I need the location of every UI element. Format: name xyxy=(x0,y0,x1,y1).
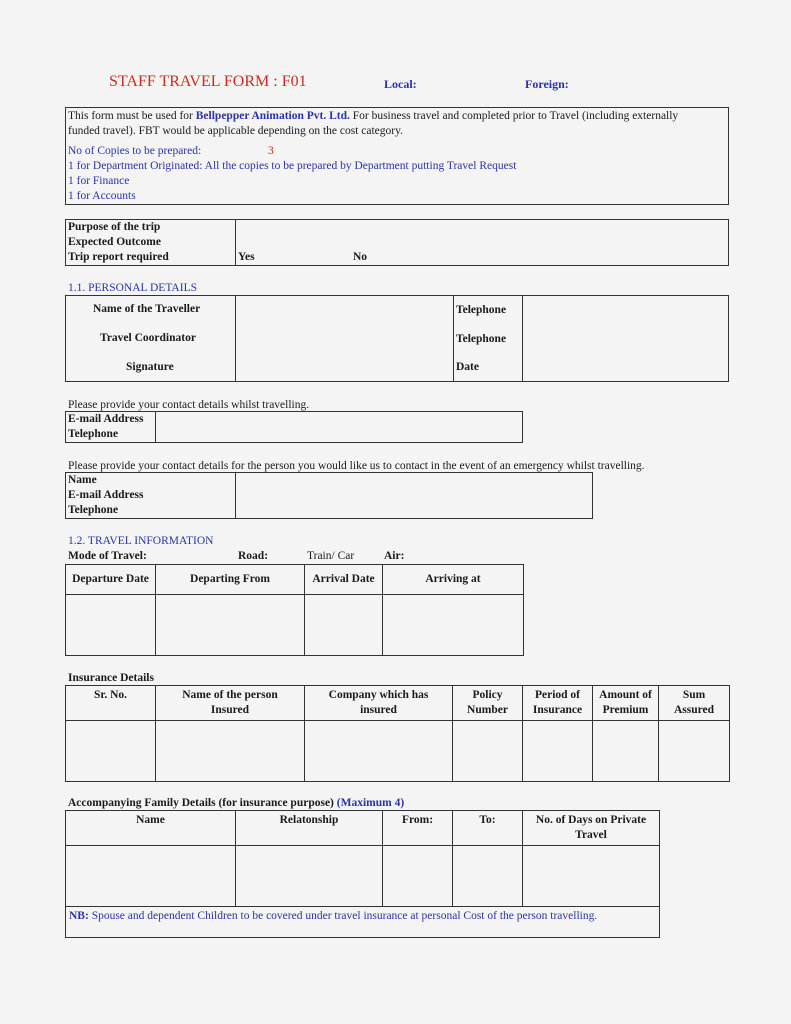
copies-value: 3 xyxy=(268,145,274,157)
family-heading: Accompanying Family Details (for insurance purpose) (Maximum 4) xyxy=(68,797,405,809)
col-amount-premium: Amount of Premium xyxy=(593,686,659,721)
col-from: From: xyxy=(383,811,453,846)
date-field[interactable] xyxy=(524,353,727,380)
copy-line-3: 1 for Accounts xyxy=(68,190,136,202)
family-cell[interactable] xyxy=(523,846,660,907)
insurance-table xyxy=(65,685,730,782)
insurance-heading: Insurance Details xyxy=(68,672,154,684)
travel-heading: 1.2. TRAVEL INFORMATION xyxy=(68,535,214,547)
family-cell[interactable] xyxy=(236,846,383,907)
family-table xyxy=(65,810,660,938)
contact-field[interactable] xyxy=(157,413,521,441)
col-sum-assured: Sum Assured xyxy=(659,686,730,721)
emergency-name-label: Name xyxy=(68,474,97,486)
mode-label: Mode of Travel: xyxy=(68,550,147,562)
col-period-insurance: Period of Insurance xyxy=(523,686,593,721)
traveller-name-label: Name of the Traveller xyxy=(93,303,201,315)
col-company-insured: Company which has insured xyxy=(305,686,453,721)
report-yes[interactable]: Yes xyxy=(238,251,255,263)
coordinator-field[interactable] xyxy=(237,325,451,351)
col-person-insured: Name of the person Insured xyxy=(156,686,305,721)
date-label: Date xyxy=(456,361,479,373)
contact-email-label: E-mail Address xyxy=(68,413,144,425)
copy-line-2: 1 for Finance xyxy=(68,175,130,187)
col-to: To: xyxy=(453,811,523,846)
emergency-email-label: E-mail Address xyxy=(68,489,144,501)
col-private-days: No. of Days on Private Travel xyxy=(523,811,660,846)
col-departure-date: Departure Date xyxy=(66,565,156,595)
col-family-name: Name xyxy=(66,811,236,846)
departing-from-cell[interactable] xyxy=(156,595,305,656)
arrival-date-cell[interactable] xyxy=(305,595,383,656)
report-no[interactable]: No xyxy=(353,251,368,263)
emergency-telephone-label: Telephone xyxy=(68,504,119,516)
telephone-field-1[interactable] xyxy=(524,297,727,323)
col-sr-no: Sr. No. xyxy=(66,686,156,721)
departure-date-cell[interactable] xyxy=(66,595,156,656)
air-label: Air: xyxy=(384,550,405,562)
outcome-label: Expected Outcome xyxy=(68,236,161,248)
form-title: STAFF TRAVEL FORM : F01 xyxy=(109,73,307,90)
road-label: Road: xyxy=(238,550,269,562)
arriving-at-cell[interactable] xyxy=(383,595,524,656)
family-cell[interactable] xyxy=(383,846,453,907)
train-label: Train/ Car xyxy=(307,550,355,562)
copies-label: No of Copies to be prepared: xyxy=(68,145,202,157)
company-name: Bellpepper Animation Pvt. Ltd. xyxy=(195,110,350,122)
local-label: Local: xyxy=(384,77,417,91)
contact-intro: Please provide your contact details whilst travelling. xyxy=(68,399,310,411)
emergency-intro: Please provide your contact details for the person you would like us to contact in the event of an emergency whilst travelling. xyxy=(68,460,645,472)
insurance-cell[interactable] xyxy=(659,721,730,782)
intro-line-1: This form must be used for Bellpepper Animation Pvt. Ltd. For business travel and completed prior to Travel (including externally xyxy=(68,110,679,122)
travel-table xyxy=(65,564,524,656)
contact-telephone-label: Telephone xyxy=(68,428,119,440)
insurance-cell[interactable] xyxy=(523,721,593,782)
col-arrival-date: Arrival Date xyxy=(305,565,383,595)
signature-label: Signature xyxy=(126,361,174,373)
coordinator-label: Travel Coordinator xyxy=(100,332,196,344)
telephone-field-2[interactable] xyxy=(524,325,727,351)
telephone-label-1: Telephone xyxy=(456,304,507,316)
insurance-cell[interactable] xyxy=(453,721,523,782)
insurance-cell[interactable] xyxy=(156,721,305,782)
nb-note: NB: Spouse and dependent Children to be covered under travel insurance at personal Cost of the person travelling. xyxy=(66,907,660,938)
family-cell[interactable] xyxy=(66,846,236,907)
insurance-cell[interactable] xyxy=(593,721,659,782)
intro-line-2: funded travel). FBT would be applicable depending on the cost category. xyxy=(68,125,403,137)
insurance-cell[interactable] xyxy=(305,721,453,782)
col-arriving-at: Arriving at xyxy=(383,565,524,595)
col-departing-from: Departing From xyxy=(156,565,305,595)
family-max: (Maximum 4) xyxy=(336,797,405,809)
insurance-cell[interactable] xyxy=(66,721,156,782)
signature-field[interactable] xyxy=(237,353,451,380)
foreign-label: Foreign: xyxy=(525,77,569,91)
purpose-label: Purpose of the trip xyxy=(68,221,161,233)
family-cell[interactable] xyxy=(453,846,523,907)
col-policy-number: Policy Number xyxy=(453,686,523,721)
report-label: Trip report required xyxy=(68,251,169,263)
emergency-field[interactable] xyxy=(237,474,591,517)
copy-line-1: 1 for Department Originated: All the copies to be prepared by Department putting Travel Request xyxy=(68,160,517,172)
personal-heading: 1.1. PERSONAL DETAILS xyxy=(68,282,197,294)
col-relationship: Relatonship xyxy=(236,811,383,846)
telephone-label-2: Telephone xyxy=(456,333,507,345)
traveller-name-field[interactable] xyxy=(237,297,451,323)
